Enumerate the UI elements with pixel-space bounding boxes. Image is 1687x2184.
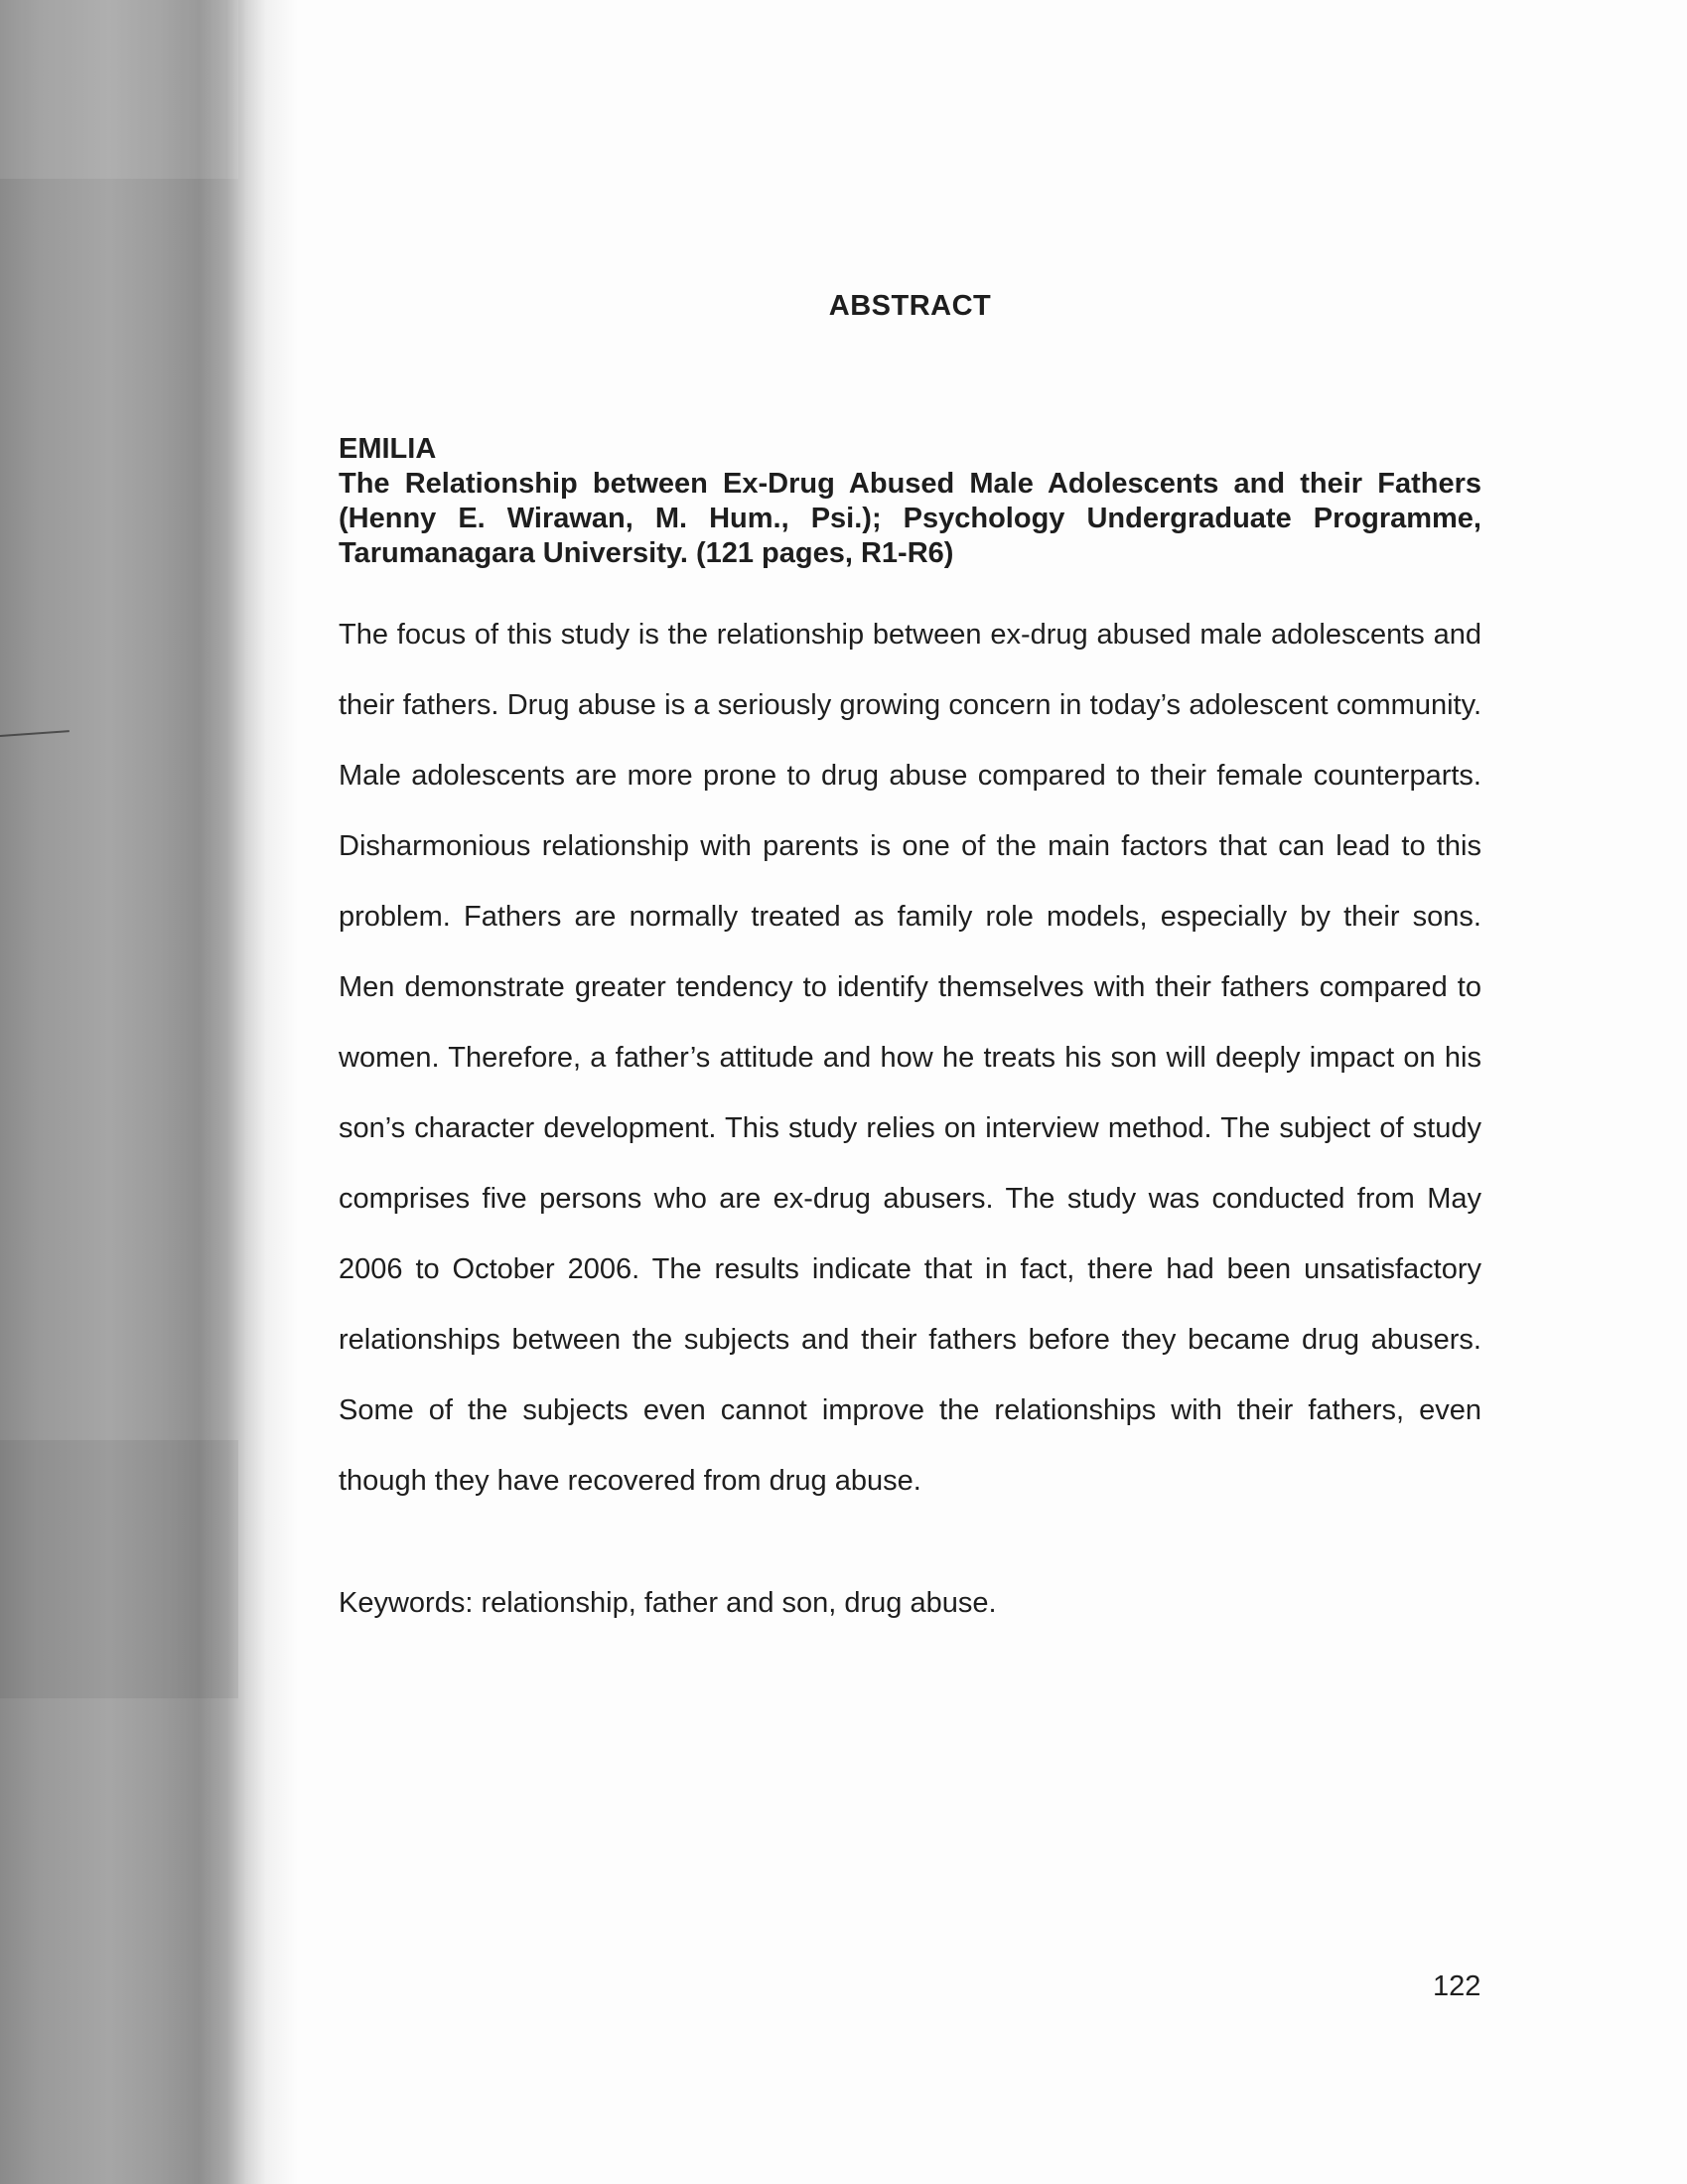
page-number: 122	[1433, 1970, 1481, 2002]
gutter-shade-band	[0, 1440, 238, 1698]
abstract-body: The focus of this study is the relationship between ex-drug abused male adolescents and their fathers. Drug abuse is a seriously growing concern in today’s adolescent community. Male adolescents are more prone to drug abuse compared to their female counterparts. Disharmonious relationship with parents is one of the main factors that can lead to this problem. Fathers are normally treated as family role models, especially by their sons. Men demonstrate greater tendency to identify themselves with their fathers compared to women. Therefore, a father’s attitude and how he treats his son will deeply impact on his son’s character development. This study relies on interview method. The subject of study comprises five persons who are ex-drug abusers. The study was conducted from May 2006 to October 2006. The results indicate that in fact, there had been unsatisfactory relationships between the subjects and their fathers before they became drug abusers. Some of the subjects even cannot improve the relationships with their fathers, even though they have recovered from drug abuse.	[339, 619, 1481, 1497]
book-gutter-shadow	[0, 0, 298, 2184]
author-name: EMILIA	[339, 433, 437, 465]
keywords-line: Keywords: relationship, father and son, drug abuse.	[339, 1587, 997, 1619]
thesis-title: The Relationship between Ex-Drug Abused Male Adolescents and their Fathers (Henny E. Wirawan, M. Hum., Psi.); Psychology Undergraduate Programme, Tarumanagara University. (121 pages, R1-R6)	[339, 468, 1481, 569]
gutter-scan-mark	[0, 730, 70, 737]
abstract-heading: ABSTRACT	[828, 290, 992, 322]
gutter-shade-band	[0, 0, 238, 179]
